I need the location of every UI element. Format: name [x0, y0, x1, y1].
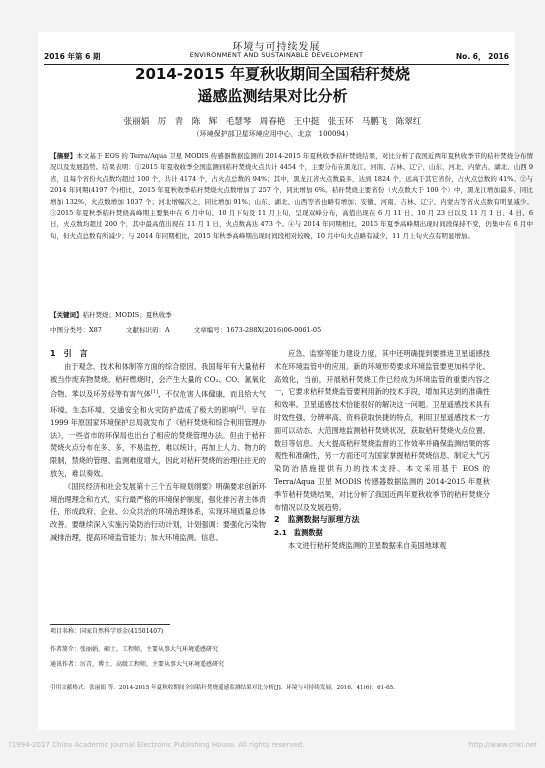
body-paragraph: 应急、监察等能力建设力度，其中还明确提到要推进卫星遥感技术在环境监管中的应用。新的环境形势要求环境监管要更加科学化、高效化，当前，开展秸秆焚烧工作已经成为环境监管的重要内容之一，它要求秸秆焚烧监管要利用新的技术手段，增加其达到的准确性和效率。卫星遥感技术恰能很好的解决这一问题。卫星遥感技术具有时效性强、分辨率高、资料获取快捷的特点，利用卫星遥感技术一方面可以动态、大范围地监测秸秆焚烧状况，获取秸秆焚烧火点位置、数目等信息。大大提高秸秆焚烧监督的工作效率并确保监测结果的客观性和准确性，另一方面还可为国家掌握秸秆焚烧信息、制定大气污染防治措施提供有力的技术支持。本文采用基于 EOS 的 Terra/Aqua 卫星 MODIS 传感器数据监测的 2014-2015 年夏秋季节秸秆焚烧结果，对比分析了我国近两年夏秋收季节的秸秆焚烧分布情况以及发展趋势。: [274, 349, 490, 512]
section-heading-introduction: 1 引 言: [50, 349, 88, 358]
abstract-label: 【摘要】: [50, 152, 77, 160]
keywords-text: 秸秆焚烧；MODIS；夏秋收季: [82, 311, 172, 319]
affiliation: （环境保护部卫星环境应用中心，北京 100094）: [192, 130, 353, 138]
document-code: 文献标识码：A: [125, 326, 170, 334]
cnki-link[interactable]: http://www.cnki.net: [468, 741, 537, 749]
paragraph-text: ，不仅危害人体健康，而且给大气环境、生态环境、交通安全和火灾防护造成了极大的影响: [50, 389, 266, 414]
abstract: [50, 151, 533, 242]
copyright-notice: ?1994-2017 China Academic Journal Electronic Publishing House. All rights reserved.: [8, 741, 305, 749]
body-column-left: [50, 348, 266, 545]
subsection-heading-data: 2.1 监测数据: [274, 528, 323, 538]
paragraph-text: 。早在 1999 年原国家环境保护总局就发布了《秸秆焚烧和综合利用管理办法》，一些省市的环保局也出台了相应的焚烧管理办法。但由于秸秆焚烧火点分布在多、多，不易监控，难以统计，再加上人力、物力的限制，禁烧的管理、监测难度增大，因此对秸秆焚烧的治理往往无的放矢，难以奏效。: [50, 404, 266, 478]
classification-line: [50, 325, 533, 334]
issue-en: No. 6， 2016: [455, 52, 509, 61]
citation-ref: [1]: [150, 389, 158, 396]
citation-format: 引用文献格式：张丽娟 等．2014-2015 年夏秋收期间全国秸秆焚烧遥感监测结果对比分析[J]．环境与可持续发展，2016，41(6)：61-65.: [50, 685, 396, 691]
running-header: [44, 51, 509, 63]
article-title-line1: 2014-2015 年夏秋收期间全国秸秆焚烧: [135, 65, 410, 83]
footnote-corresponding: 通讯作者：厉青，博士，高级工程师，主要从事大气环境遥感研究: [50, 661, 225, 668]
body-paragraph: [50, 361, 266, 481]
article-title-line2: 遥感监测结果对比分析: [197, 87, 348, 105]
footnote-author: 作者简介：张丽娟，硕士，工程师，主要从事大气环境遥感研究: [50, 646, 219, 653]
author-list: 张丽娟 厉 青 陈 辉 毛慧琴 周春艳 王中挺 张玉环 马鹏飞 陈翠红: [123, 117, 422, 127]
abstract-text: 本文基于 EOS 的 Terra/Aqua 卫星 MODIS 传感器数据监测的 2014-2015 年夏秋收季秸秆焚烧结果，对比分析了我国近两年夏秋收季节的秸秆焚烧分布情况以及发展趋势。结果表明：①2015 年夏收收季全国监测到秸秆焚烧火点共计 4454 个，主要分布在黑龙江、河南、吉林、辽宁、山东、河北、内蒙古、湖北、山西 9 省，且每个省份火点数均超过 100 个，共计 4174 个，占火点总数的 94%；其中，黑龙江省火点数最多，达到 1824 个，远高于其它省份，占火点总数的 41%。②与 2014 年同期(4197 个)相比，2015 年夏秋收季秸秆焚烧火点数增加了 257 个，同比增加 6%。秸秆焚烧主要省份（火点数大于 100 个）中，黑龙江增加最多，同比增加 132%，火点数增加 1037 个；河北增幅次之，同比增加 91%；山东、湖北、山西等省也略有增加；安徽、河南、吉林、辽宁、内蒙古等省火点数有明显减少。③2015 年夏秋季秸秆焚烧高峰期主要集中在 6 月中旬、10 月下旬及 11 月上旬，呈现双峰分布，高值出现在 6 月 11 日、10 月 23 日以及 11 月 1 日、4 日、6 日，火点数均超过 200 个，其中最高值出现在 11 月 1 日，火点数高达 473 个。④与 2014 年同期相比，2015 年夏季高峰期出现时间段保持不变，仍集中在 6 月中旬，但火点总数有所减少；与 2014 年同期相比，2015 年秋季高峰期出现时间段相对较晚，10 月中旬火点略有减少，11 月上旬火点有明显增加。: [50, 152, 534, 240]
citation-ref: [2]: [236, 404, 244, 411]
footnote-rule: [50, 624, 170, 625]
keywords: [50, 310, 533, 319]
article-number: 文章编号：1673-288X(2016)06-0061-05: [193, 326, 322, 334]
body-paragraph: 《国民经济和社会发展第十三个五年规划纲要》明确要求创新环境治理理念和方式，实行最严格的环境保护制度，强化排污者主体责任，形成政府、企业、公众共治的环境治理体系，实现环境质量总体改善。要继续深入实施污染防治行动计划，计划强调：要强化污染物减排治理，提高环境监管能力；加大环境监测、信息、: [50, 481, 266, 542]
footnote-fund: 项目名称：国家自然科学基金(41501407): [50, 628, 164, 635]
clc-number: 中图分类号：X87: [50, 326, 102, 334]
journal-name-en: ENVIRONMENT AND SUSTAINABLE DEVELOPMENT: [189, 51, 364, 59]
issue-cn: 2016 年第 6 期: [44, 52, 101, 61]
section-heading-data-methods: 2 监测数据与原理方法: [274, 515, 360, 525]
journal-name: 环境与可持续发展: [232, 42, 321, 53]
paragraph-text: 由于观念、技术和体制等方面的综合原因，我国每年有大量秸秆被当作废弃物焚烧。秸秆燃烧时，会产生大量的 CO₂、CO、氮氧化合物、苯以及环芳烃等有害气体: [50, 361, 266, 399]
keywords-label: 【关键词】: [50, 311, 83, 319]
body-paragraph: 本文进行秸秆焚烧监测的卫星数据来自美国地球观: [288, 540, 447, 550]
body-column-right: [274, 348, 490, 553]
